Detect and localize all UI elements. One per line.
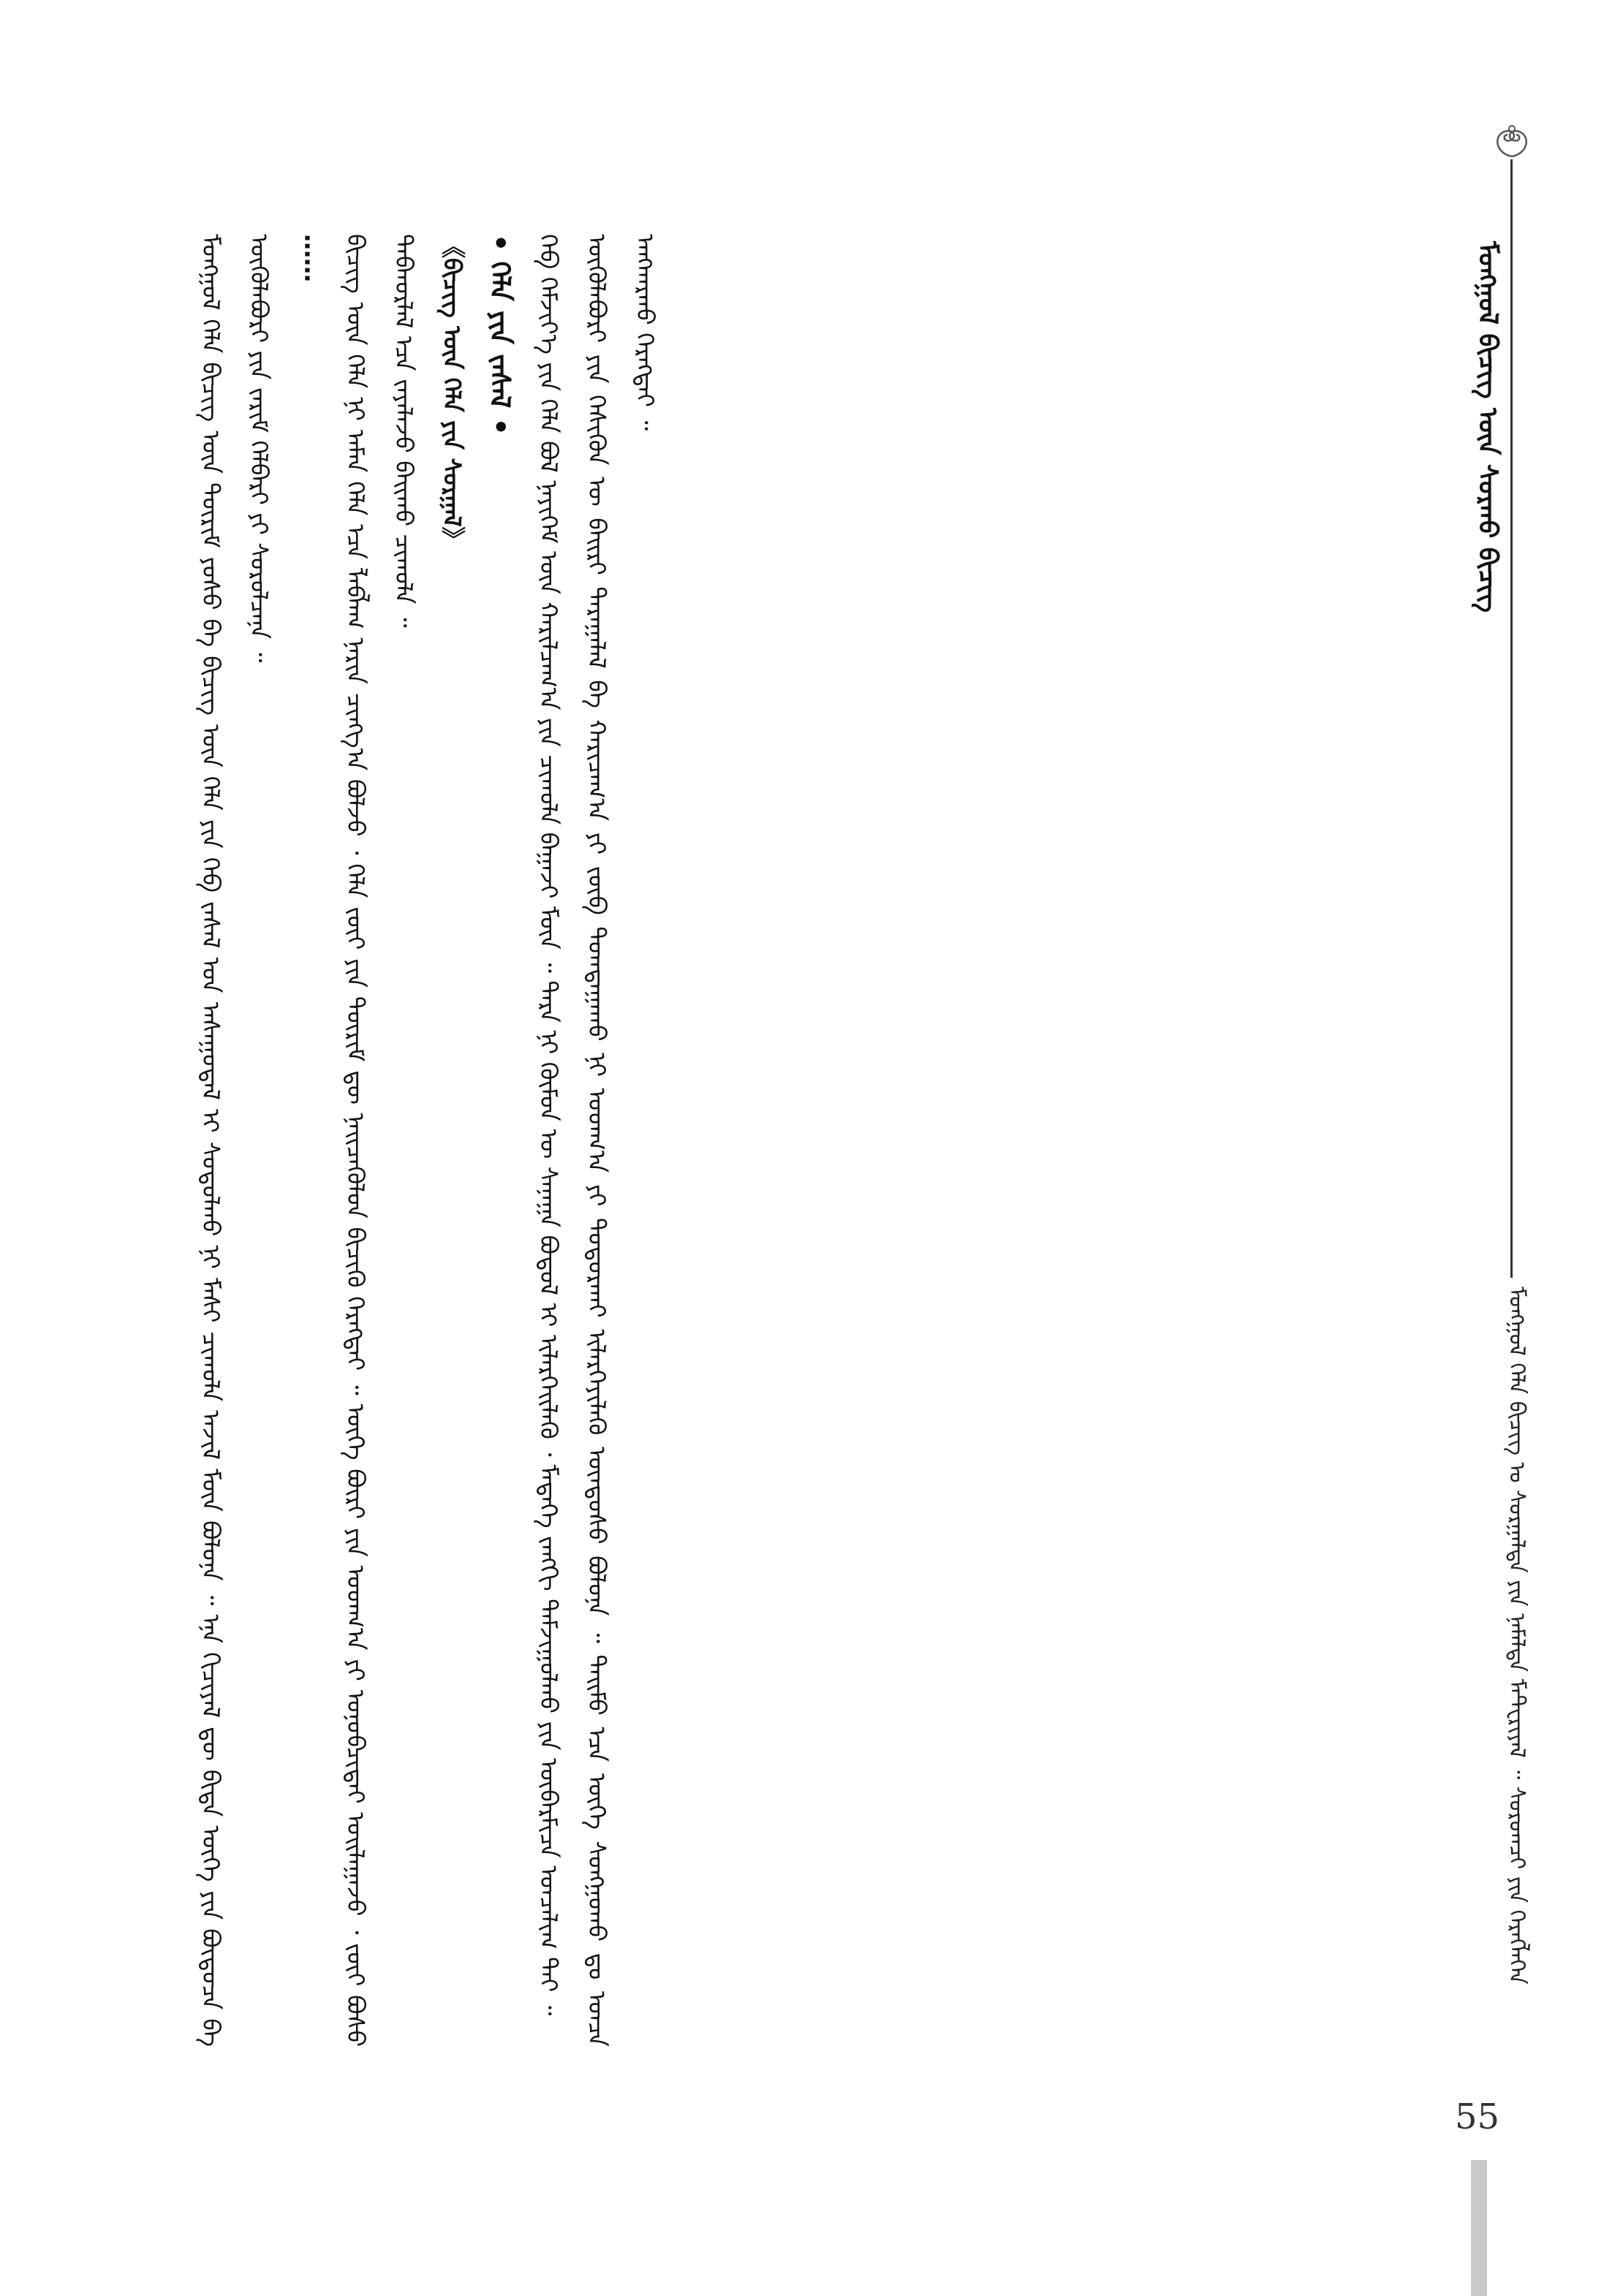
page-edge-tab xyxy=(1471,2160,1487,2296)
quote-close: 》 xyxy=(438,526,466,551)
running-header-title: ᠮᠣᠩᠭᠣᠯ ᠪᠢᠴᠢᠭ ᠦᠨ ᠰᠤᠷᠬᠤ ᠪᠢᠴᠢᠭ xyxy=(1472,241,1502,613)
ellipsis: ⋯⋯ xyxy=(293,234,322,282)
paragraph-3: ᠬᠡᠪ ᠬᠡᠮᠵᠢᠶ᠎ᠡ ᠶᠢᠨ ᠬᠡᠯᠡ ᠪᠣᠯ ᠨᠡᠶᠢᠭᠡᠮ ᠦᠨ ᠬᠠᠷᠢᠯᠴᠠᠭ᠎ᠠ ᠶᠢᠨ ᠴᠢᠬᠤᠯᠠ ᠪᠠᠭᠠᠵᠢ ᠮᠥᠨ ᠃ ᠲᠡᠷᠡ ᠨᠢ ᠬᠦᠮᠦᠨ ᠦ ᠰᠠᠨᠠᠭᠠ ᠪᠣᠳᠤᠯ ᠢ ᠢᠯᠡᠷᠬᠡᠢᠯᠡᠬᠦ ᠂ ᠮᠡᠳᠡᠭᠡ ᠵᠠᠩᠭᠢ ᠳᠠᠮᠵᠢᠭᠤᠯᠬᠤ ᠶᠢᠨ ᠥᠪᠡᠷᠮᠢᠴᠡ ᠣᠨᠴᠠᠯᠢᠭ ᠲᠠᠢ ᠃ xyxy=(534,234,563,2016)
running-header-subtitle: ᠮᠣᠩᠭᠣᠯ ᠬᠡᠯᠡ ᠪᠢᠴᠢᠭ ᠤ ᠰᠤᠷᠭᠠᠯᠲᠠ ᠶᠢᠨ ᠨᠡᠮᠡᠯᠲᠡ ᠮᠠᠲ᠋ᠧᠷᠢᠶᠠᠯ ᠃ ᠰᠤᠷᠤᠭᠴᠢ ᠶᠢᠨ ᠬᠡᠷᠡᠭᠯᠡᠭᠡᠨ xyxy=(1504,1287,1529,1985)
header-rule xyxy=(1510,159,1513,1278)
bold-phrase xyxy=(428,234,476,2047)
paragraph-4: ᠦᠭᠦᠯᠡᠪᠦᠷᠢ ᠶᠢᠨ ᠭᠡᠰᠢᠭᠦᠨ ᠦ ᠪᠠᠢᠷᠢ ᠳᠠᠷᠠᠭᠠᠯᠠᠯ ᠪᠠ ᠬᠠᠷᠢᠴᠠᠭ᠎ᠠ ᠶᠢ ᠵᠥᠪ ᠲᠣᠭᠲᠠᠭᠠᠬᠤ ᠨᠢ ᠤᠳᠬ᠎ᠠ ᠶᠢ ᠲᠣᠳᠣᠷᠬᠠᠢ ᠢᠯᠡᠷᠬᠡᠶᠢᠯᠡᠬᠦ ᠦᠨᠳᠦᠰᠦ ᠪᠣᠯᠤᠨᠠ ᠃ ᠲᠡᠢᠮᠦ ᠡᠴᠡ ᠦᠭᠡ ᠰᠣᠩᠭᠣᠬᠤ ᠳᠤ ᠣᠨᠴᠠ ᠠᠩᠬᠠᠷᠬᠤ ᠬᠡᠷᠡᠭᠲᠡᠢ ᠃ xyxy=(583,234,659,2047)
body-text xyxy=(186,234,669,2047)
paragraph-1: ᠮᠣᠩᠭᠣᠯ ᠬᠡᠯᠡ ᠪᠢᠴᠢᠭ ᠦᠨ ᠳᠦᠷᠢᠮ ᠶᠣᠰᠣ ᠪᠠ ᠪᠢᠴᠢᠭ ᠦᠨ ᠬᠡᠯᠡ ᠶᠢᠨ ᠬᠡᠪ ᠵᠠᠰᠠᠯ ᠤᠨ ᠠᠰᠠᠭᠤᠳᠠᠯ ᠢ ᠰᠤᠳᠤᠯᠬᠤ ᠨᠢ ᠮᠠᠰᠢ ᠴᠢᠬᠤᠯᠠ ᠠᠵᠢᠯ ᠮᠥᠨ ᠪᠣᠯᠤᠨᠠ ᠃ ᠡᠨᠡ ᠬᠢᠴᠢᠶᠡᠯ ᠳᠦ ᠪᠢᠳᠡ ᠦᠭᠡ ᠶᠢᠨ ᠪᠦᠲᠦᠴᠡ ᠪᠠ ᠦᠭᠦᠯᠡᠪᠦᠷᠢ ᠶᠢᠨ ᠵᠠᠷᠢᠮ ᠬᠡᠯᠪᠡᠷᠢ ᠶᠢ ᠰᠤᠷᠤᠯᠴᠠᠨᠠ ᠃ xyxy=(197,234,273,2047)
bold-phrase-text: ᠪᠢᠴᠢᠭ ᠦᠨ ᠬᠡᠯᠡ ᠶᠢᠨ ᠰᠤᠷᠭᠠᠯ xyxy=(438,258,466,527)
header-ornament-icon xyxy=(1488,121,1535,159)
paragraph-2: ᠪᠢᠴᠢᠭ ᠦᠨ ᠬᠡᠯᠡ ᠨᠢ ᠠᠮᠠᠨ ᠬᠡᠯᠡ ᠡᠴᠡ ᠯᠠᠪᠯᠠᠭ ᠨᠠᠷᠢᠨ ᠴᠢᠩᠭ᠎ᠠ ᠪᠣᠯᠵᠤ ᠂ ᠬᠡᠯᠡ ᠵᠦᠢ ᠶᠢᠨ ᠳᠦᠷᠢᠮ ᠳᠦ ᠨᠡᠢᠴᠡᠭᠦᠯᠦᠨ ᠪᠢᠴᠢᠬᠦ ᠬᠡᠷᠡᠭᠲᠡᠢ ᠃ ᠦᠭᠡ ᠪᠦᠷᠢ ᠶᠢᠨ ᠤᠳᠬ᠎ᠠ ᠶᠢ ᠣᠨᠣᠪᠴᠢᠲᠠᠢ ᠣᠢᠯᠠᠭᠠᠵᠤ ᠂ ᠵᠦᠢ ᠪᠤᠰᠤ ᠳᠠᠪᠬᠤᠷᠯᠠᠯ ᠡᠴᠡ ᠵᠠᠶᠠᠯᠠᠵᠤ ᠪᠠᠢᠬᠤ ᠴᠢᠬᠤᠯᠠ ᠃ xyxy=(341,234,418,2047)
section-heading: • ᠬᠡᠯᠡ ᠶᠢᠨ ᠵᠠᠰᠠᠯ • xyxy=(484,234,516,436)
page-number: 55 xyxy=(1455,2096,1500,2137)
quote-open: 《 xyxy=(438,234,466,258)
